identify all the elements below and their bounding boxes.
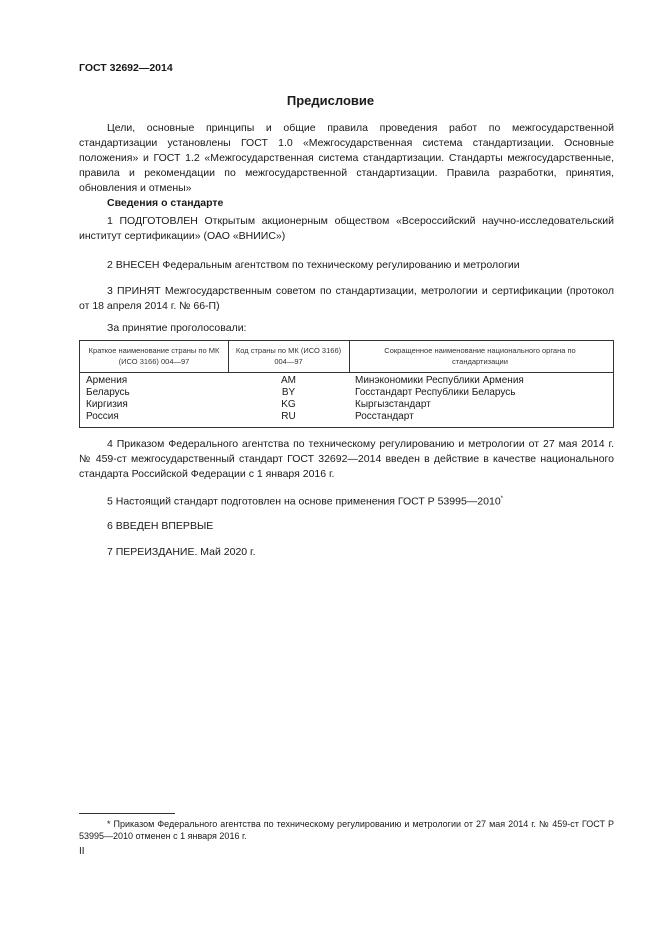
table-cell-body: Госстандарт Республики Беларусь bbox=[355, 387, 516, 398]
table-cell-code: BY bbox=[281, 387, 296, 398]
table-column-divider bbox=[349, 341, 350, 372]
voted-label: За принятие проголосовали: bbox=[107, 322, 247, 334]
item-2: 2 ВНЕСЕН Федеральным агентством по техническому регулированию и метрологии bbox=[107, 259, 520, 271]
table-header-code: Код страны по МК (ИСО 3166) 004—97 bbox=[235, 346, 342, 366]
page-number: II bbox=[79, 846, 85, 857]
table-cell-code: AM bbox=[281, 375, 296, 386]
table-header-separator bbox=[80, 372, 613, 373]
table-cell-code: KG bbox=[281, 399, 296, 410]
table-column-divider bbox=[228, 341, 229, 372]
table-cell-body: Кыргызстандарт bbox=[355, 399, 431, 410]
footnote-marker: * bbox=[500, 496, 503, 502]
voting-table bbox=[79, 340, 614, 428]
table-cell-country: Киргизия bbox=[86, 399, 128, 410]
table-cell-country: Россия bbox=[86, 411, 119, 422]
footnote-separator bbox=[79, 813, 175, 814]
table-cell-country: Беларусь bbox=[86, 387, 130, 398]
section-heading: Сведения о стандарте bbox=[107, 197, 224, 209]
item-6: 6 ВВЕДЕН ВПЕРВЫЕ bbox=[107, 520, 214, 532]
item-5-text: 5 Настоящий стандарт подготовлен на основе применения ГОСТ Р 53995—2010 bbox=[107, 495, 501, 508]
table-header-country: Краткое наименование страны по МК (ИСО 3166) 004—97 bbox=[88, 346, 220, 366]
table-cell-body: Минэкономики Республики Армения bbox=[355, 375, 524, 386]
footnote: * Приказом Федерального агентства по техническому регулированию и метрологии от 27 мая 2014 г. № 459-ст ГОСТ Р 53995—2010 отменен с 1 января 2016 г. bbox=[79, 819, 614, 841]
intro-paragraph: Цели, основные принципы и общие правила проведения работ по межгосударственной стандартизации установлены ГОСТ 1.0 «Межгосударственная система стандартизации. Основные положения» и ГОСТ 1.2 «Межгосударственная система стандартизации. Стандарты межгосударственные, правила и рекомендации по межгосударственной стандартизации. Правила разработки, принятия, обновления и отмены» bbox=[79, 122, 614, 194]
item-1: 1 ПОДГОТОВЛЕН Открытым акционерным обществом «Всероссийский научно-исследовательский институт сертификации» (ОАО «ВНИИС») bbox=[79, 215, 614, 242]
item-5 bbox=[79, 492, 614, 510]
table-header-body: Сокращенное наименование национального органа по стандартизации bbox=[384, 346, 576, 366]
item-4: 4 Приказом Федерального агентства по техническому регулированию и метрологии от 27 мая 2014 г. № 459-ст межгосударственный стандарт ГОСТ 32692—2014 введен в действие в качестве национального стандарта Российской Федерации с 1 января 2016 г. bbox=[79, 438, 614, 480]
table-cell-country: Армения bbox=[86, 375, 128, 386]
table-cell-body: Росстандарт bbox=[355, 411, 414, 422]
table-cell-code: RU bbox=[281, 411, 296, 422]
page-title: Предисловие bbox=[286, 93, 375, 108]
item-7: 7 ПЕРЕИЗДАНИЕ. Май 2020 г. bbox=[107, 546, 256, 558]
item-3: 3 ПРИНЯТ Межгосударственным советом по стандартизации, метрологии и сертификации (протокол от 18 апреля 2014 г. № 66-П) bbox=[79, 285, 614, 312]
document-header: ГОСТ 32692—2014 bbox=[79, 62, 173, 74]
